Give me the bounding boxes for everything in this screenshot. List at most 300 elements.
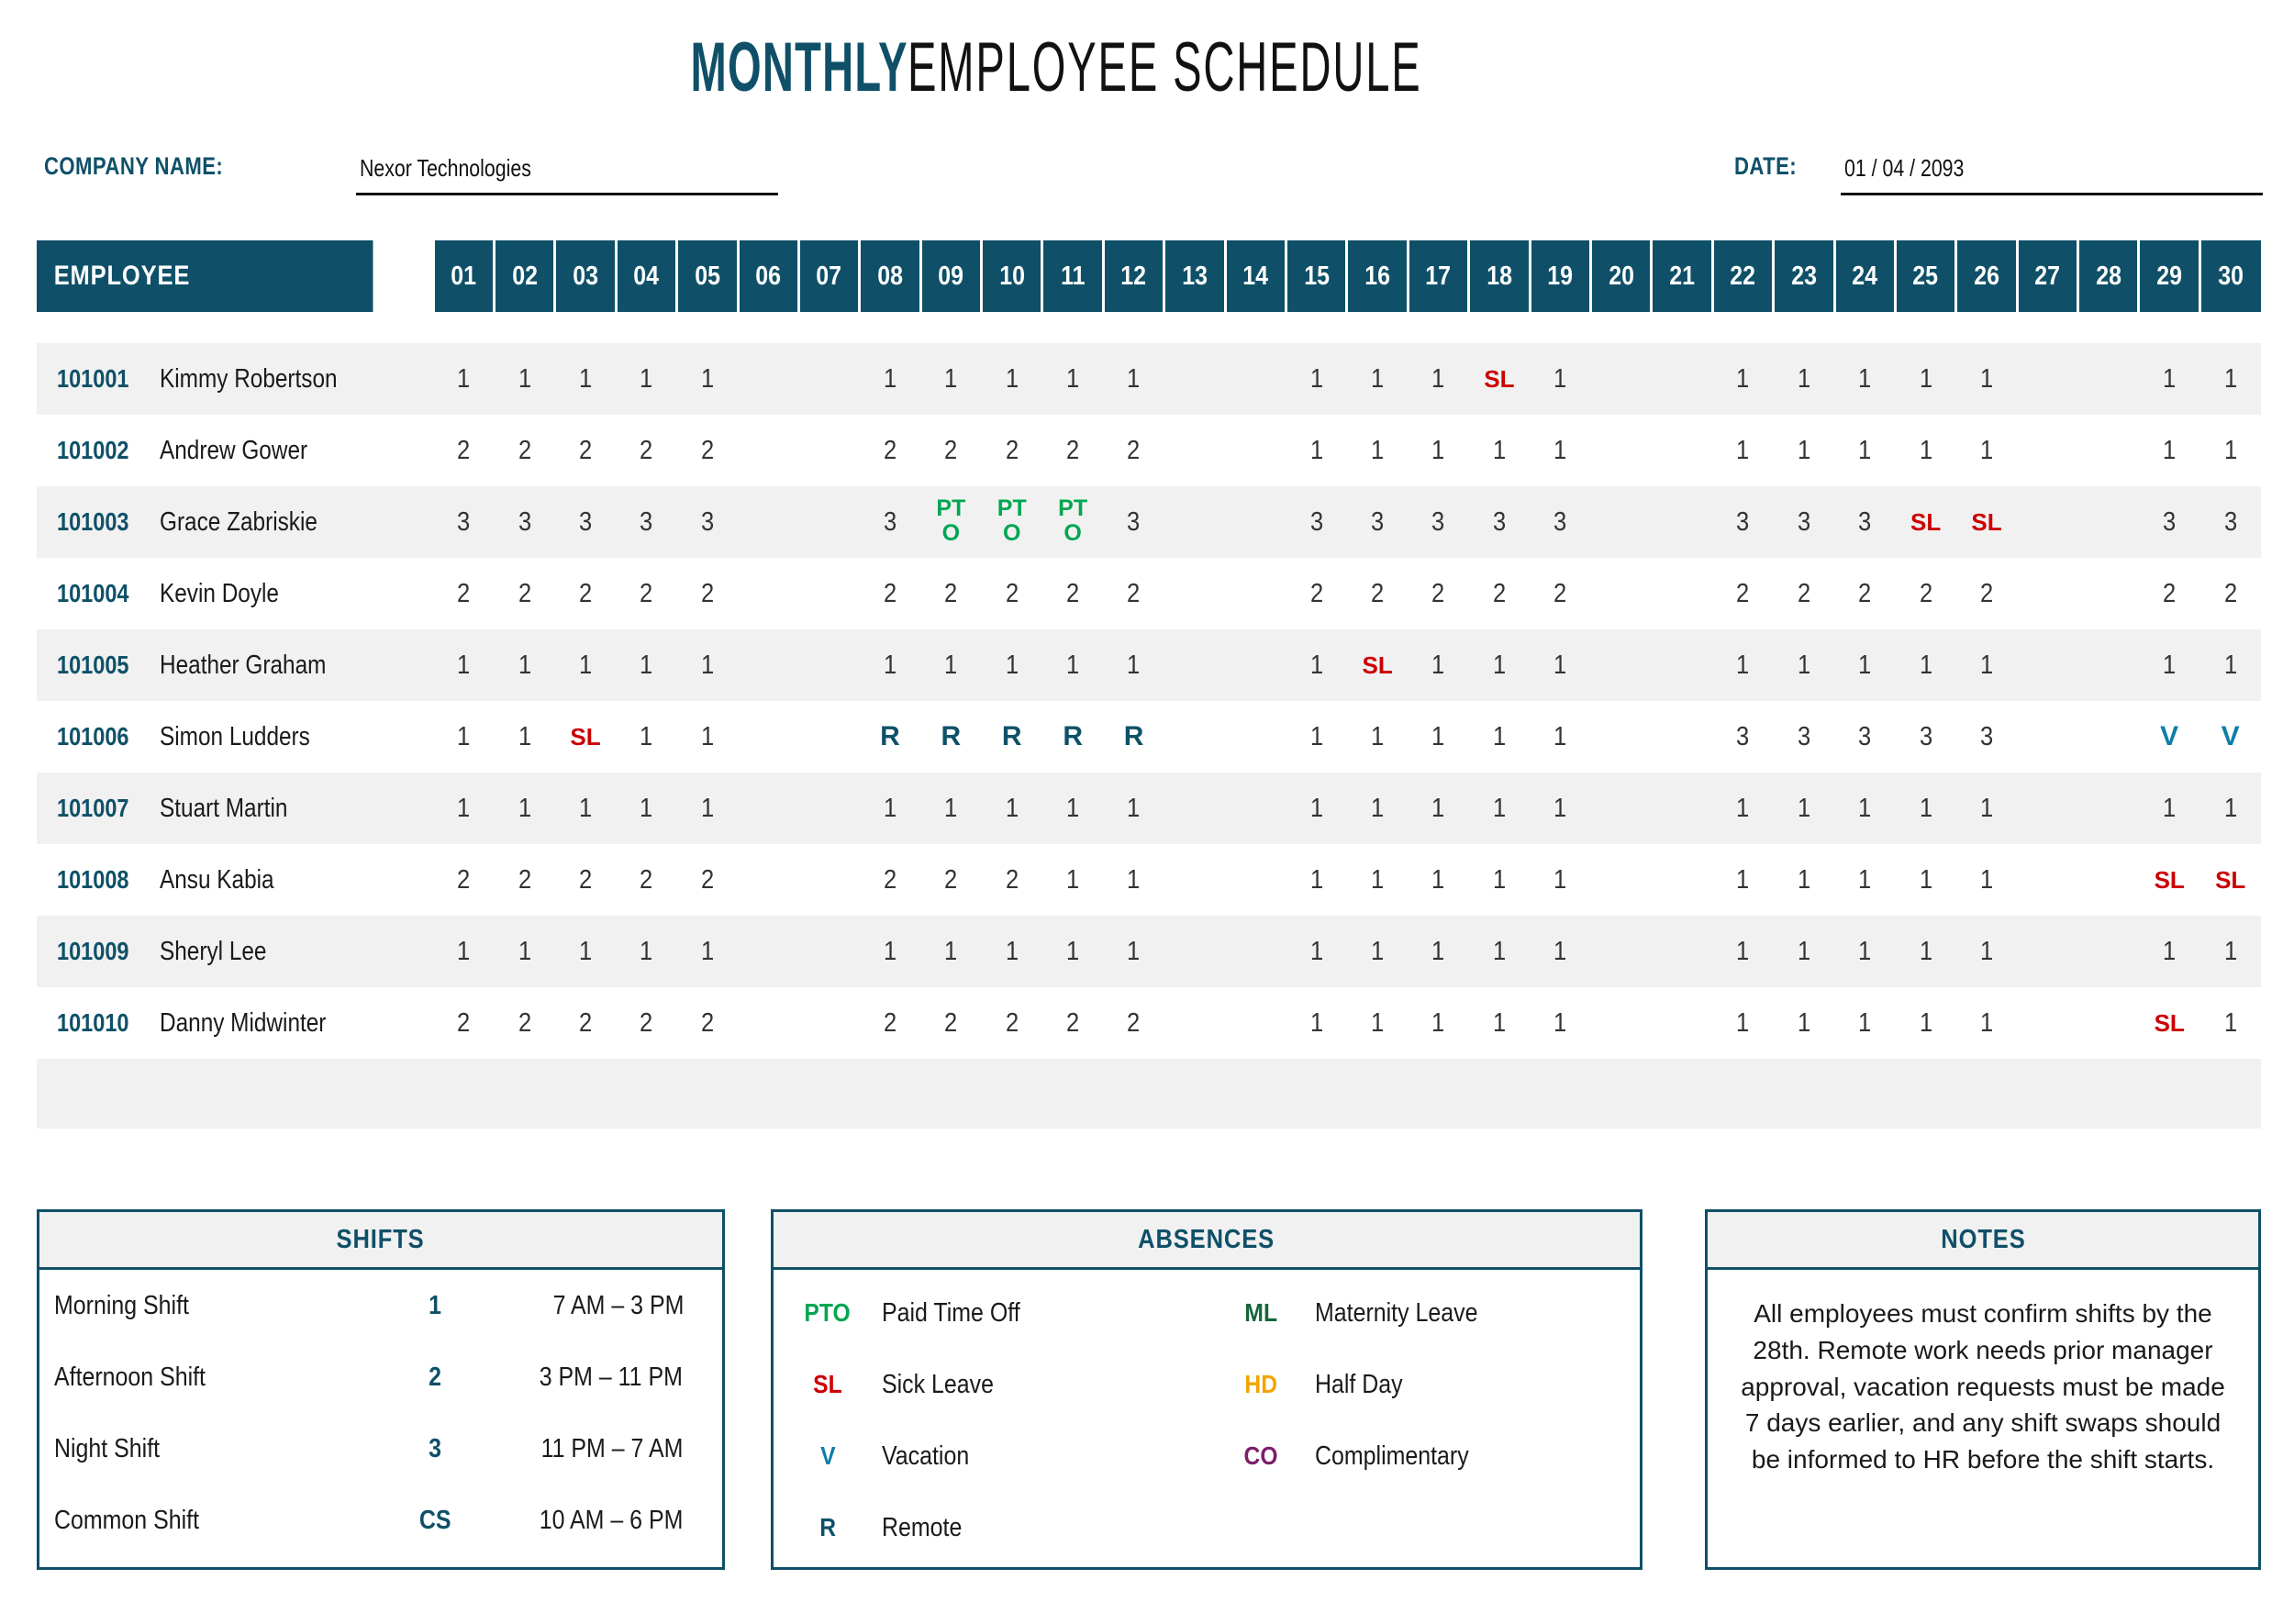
shift-cell-day-23[interactable]	[1774, 486, 1834, 558]
shift-cell-day-03[interactable]	[555, 415, 616, 486]
shift-cell-day-15[interactable]	[1286, 916, 1347, 987]
shift-cell-day-26[interactable]	[1956, 343, 2017, 415]
shift-cell-day-15[interactable]	[1286, 558, 1347, 629]
shift-cell-day-23[interactable]	[1774, 558, 1834, 629]
shift-cell-day-14[interactable]	[1225, 486, 1286, 558]
shift-cell-day-20[interactable]	[1590, 987, 1651, 1059]
shift-cell-day-29[interactable]	[2139, 415, 2199, 486]
shift-cell-day-15[interactable]	[1286, 773, 1347, 844]
shift-cell-day-07[interactable]	[798, 987, 859, 1059]
shift-cell-day-02[interactable]	[494, 773, 554, 844]
shift-cell-day-09[interactable]	[920, 773, 981, 844]
date-value[interactable]: 01 / 04 / 2093	[1844, 154, 1965, 182]
shift-cell-day-08[interactable]	[860, 844, 920, 916]
shift-cell-day-18[interactable]	[1469, 558, 1530, 629]
shift-cell-day-20[interactable]	[1590, 629, 1651, 701]
shift-cell-day-14[interactable]	[1225, 558, 1286, 629]
shift-cell-day-14[interactable]	[1225, 773, 1286, 844]
shift-cell-day-07[interactable]	[798, 415, 859, 486]
shift-cell-day-20[interactable]	[1590, 916, 1651, 987]
shift-cell-day-16[interactable]	[1347, 844, 1408, 916]
shift-cell-day-25[interactable]	[1895, 701, 1955, 773]
shift-cell-day-23[interactable]	[1774, 987, 1834, 1059]
shift-cell-day-19[interactable]	[1530, 987, 1590, 1059]
shift-cell-day-28[interactable]	[2078, 343, 2139, 415]
shift-cell-day-30[interactable]	[2199, 629, 2261, 701]
shift-cell-day-03[interactable]	[555, 629, 616, 701]
shift-cell-day-13[interactable]	[1164, 916, 1225, 987]
shift-cell-day-16[interactable]	[1347, 629, 1408, 701]
shift-cell-day-13[interactable]	[1164, 486, 1225, 558]
shift-cell-day-14[interactable]	[1225, 701, 1286, 773]
shift-cell-day-24[interactable]	[1834, 773, 1895, 844]
shift-cell-day-10[interactable]	[982, 486, 1042, 558]
shift-cell-day-28[interactable]	[2078, 844, 2139, 916]
shift-cell-day-19[interactable]	[1530, 558, 1590, 629]
shift-cell-day-24[interactable]	[1834, 844, 1895, 916]
shift-cell-day-11[interactable]	[1042, 987, 1103, 1059]
shift-cell-day-24[interactable]	[1834, 701, 1895, 773]
shift-cell-day-25[interactable]	[1895, 773, 1955, 844]
shift-cell-day-25[interactable]	[1895, 844, 1955, 916]
shift-cell-day-29[interactable]	[2139, 987, 2199, 1059]
shift-cell-day-21[interactable]	[1652, 415, 1712, 486]
shift-cell-day-21[interactable]	[1652, 629, 1712, 701]
shift-cell-day-07[interactable]	[798, 558, 859, 629]
shift-cell-day-15[interactable]	[1286, 343, 1347, 415]
shift-cell-day-16[interactable]	[1347, 987, 1408, 1059]
shift-cell-day-06[interactable]	[738, 987, 798, 1059]
shift-cell-day-06[interactable]	[738, 701, 798, 773]
shift-cell-day-08[interactable]	[860, 987, 920, 1059]
shift-cell-day-22[interactable]	[1712, 486, 1773, 558]
shift-cell-day-05[interactable]	[677, 486, 738, 558]
shift-cell-day-30[interactable]	[2199, 415, 2261, 486]
shift-cell-day-10[interactable]	[982, 844, 1042, 916]
shift-cell-day-08[interactable]	[860, 558, 920, 629]
shift-cell-day-03[interactable]	[555, 916, 616, 987]
shift-cell-day-02[interactable]	[494, 916, 554, 987]
shift-cell-day-09[interactable]	[920, 916, 981, 987]
shift-cell-day-12[interactable]	[1103, 486, 1164, 558]
shift-cell-day-26[interactable]	[1956, 773, 2017, 844]
shift-cell-day-01[interactable]	[433, 844, 494, 916]
shift-cell-day-08[interactable]	[860, 486, 920, 558]
shift-cell-day-27[interactable]	[2017, 415, 2077, 486]
shift-cell-day-22[interactable]	[1712, 558, 1773, 629]
shift-cell-day-11[interactable]	[1042, 486, 1103, 558]
shift-cell-day-04[interactable]	[616, 773, 676, 844]
shift-cell-day-01[interactable]	[433, 558, 494, 629]
shift-cell-day-22[interactable]	[1712, 844, 1773, 916]
shift-cell-day-19[interactable]	[1530, 486, 1590, 558]
shift-cell-day-03[interactable]	[555, 987, 616, 1059]
shift-cell-day-30[interactable]	[2199, 773, 2261, 844]
shift-cell-day-26[interactable]	[1956, 916, 2017, 987]
shift-cell-day-10[interactable]	[982, 701, 1042, 773]
shift-cell-day-18[interactable]	[1469, 629, 1530, 701]
shift-cell-day-19[interactable]	[1530, 916, 1590, 987]
shift-cell-day-11[interactable]	[1042, 701, 1103, 773]
shift-cell-day-06[interactable]	[738, 558, 798, 629]
shift-cell-day-01[interactable]	[433, 629, 494, 701]
shift-cell-day-06[interactable]	[738, 844, 798, 916]
shift-cell-day-12[interactable]	[1103, 343, 1164, 415]
shift-cell-day-24[interactable]	[1834, 916, 1895, 987]
shift-cell-day-01[interactable]	[433, 343, 494, 415]
shift-cell-day-29[interactable]	[2139, 916, 2199, 987]
shift-cell-day-07[interactable]	[798, 486, 859, 558]
shift-cell-day-30[interactable]	[2199, 916, 2261, 987]
shift-cell-day-18[interactable]	[1469, 486, 1530, 558]
shift-cell-day-16[interactable]	[1347, 486, 1408, 558]
shift-cell-day-07[interactable]	[798, 629, 859, 701]
shift-cell-day-25[interactable]	[1895, 916, 1955, 987]
shift-cell-day-10[interactable]	[982, 558, 1042, 629]
shift-cell-day-29[interactable]	[2139, 558, 2199, 629]
shift-cell-day-04[interactable]	[616, 987, 676, 1059]
shift-cell-day-05[interactable]	[677, 415, 738, 486]
shift-cell-day-27[interactable]	[2017, 701, 2077, 773]
shift-cell-day-27[interactable]	[2017, 558, 2077, 629]
shift-cell-day-28[interactable]	[2078, 701, 2139, 773]
shift-cell-day-14[interactable]	[1225, 916, 1286, 987]
shift-cell-day-07[interactable]	[798, 343, 859, 415]
shift-cell-day-14[interactable]	[1225, 343, 1286, 415]
shift-cell-day-24[interactable]	[1834, 415, 1895, 486]
shift-cell-day-24[interactable]	[1834, 558, 1895, 629]
shift-cell-day-17[interactable]	[1408, 844, 1468, 916]
shift-cell-day-22[interactable]	[1712, 629, 1773, 701]
shift-cell-day-02[interactable]	[494, 701, 554, 773]
shift-cell-day-28[interactable]	[2078, 415, 2139, 486]
shift-cell-day-16[interactable]	[1347, 701, 1408, 773]
shift-cell-day-04[interactable]	[616, 415, 676, 486]
shift-cell-day-05[interactable]	[677, 701, 738, 773]
shift-cell-day-25[interactable]	[1895, 415, 1955, 486]
shift-cell-day-22[interactable]	[1712, 701, 1773, 773]
shift-cell-day-06[interactable]	[738, 773, 798, 844]
shift-cell-day-15[interactable]	[1286, 415, 1347, 486]
shift-cell-day-10[interactable]	[982, 343, 1042, 415]
shift-cell-day-11[interactable]	[1042, 916, 1103, 987]
shift-cell-day-12[interactable]	[1103, 987, 1164, 1059]
shift-cell-day-13[interactable]	[1164, 629, 1225, 701]
shift-cell-day-16[interactable]	[1347, 415, 1408, 486]
shift-cell-day-29[interactable]	[2139, 773, 2199, 844]
shift-cell-day-17[interactable]	[1408, 558, 1468, 629]
shift-cell-day-02[interactable]	[494, 844, 554, 916]
shift-cell-day-05[interactable]	[677, 558, 738, 629]
shift-cell-day-27[interactable]	[2017, 844, 2077, 916]
shift-cell-day-11[interactable]	[1042, 415, 1103, 486]
shift-cell-day-09[interactable]	[920, 486, 981, 558]
shift-cell-day-10[interactable]	[982, 916, 1042, 987]
shift-cell-day-01[interactable]	[433, 987, 494, 1059]
shift-cell-day-04[interactable]	[616, 701, 676, 773]
shift-cell-day-01[interactable]	[433, 773, 494, 844]
shift-cell-day-06[interactable]	[738, 343, 798, 415]
company-name-value[interactable]: Nexor Technologies	[360, 154, 531, 182]
shift-cell-day-23[interactable]	[1774, 701, 1834, 773]
shift-cell-day-11[interactable]	[1042, 844, 1103, 916]
shift-cell-day-17[interactable]	[1408, 773, 1468, 844]
shift-cell-day-09[interactable]	[920, 844, 981, 916]
shift-cell-day-05[interactable]	[677, 773, 738, 844]
shift-cell-day-13[interactable]	[1164, 701, 1225, 773]
shift-cell-day-02[interactable]	[494, 629, 554, 701]
shift-cell-day-18[interactable]	[1469, 916, 1530, 987]
shift-cell-day-12[interactable]	[1103, 844, 1164, 916]
shift-cell-day-29[interactable]	[2139, 701, 2199, 773]
shift-cell-day-05[interactable]	[677, 916, 738, 987]
shift-cell-day-14[interactable]	[1225, 629, 1286, 701]
shift-cell-day-23[interactable]	[1774, 629, 1834, 701]
shift-cell-day-21[interactable]	[1652, 701, 1712, 773]
shift-cell-day-16[interactable]	[1347, 343, 1408, 415]
shift-cell-day-21[interactable]	[1652, 916, 1712, 987]
shift-cell-day-20[interactable]	[1590, 773, 1651, 844]
shift-cell-day-27[interactable]	[2017, 343, 2077, 415]
shift-cell-day-23[interactable]	[1774, 916, 1834, 987]
shift-cell-day-19[interactable]	[1530, 415, 1590, 486]
shift-cell-day-30[interactable]	[2199, 987, 2261, 1059]
shift-cell-day-03[interactable]	[555, 343, 616, 415]
shift-cell-day-06[interactable]	[738, 486, 798, 558]
shift-cell-day-18[interactable]	[1469, 415, 1530, 486]
shift-cell-day-12[interactable]	[1103, 629, 1164, 701]
shift-cell-day-13[interactable]	[1164, 558, 1225, 629]
shift-cell-day-28[interactable]	[2078, 558, 2139, 629]
shift-cell-day-12[interactable]	[1103, 558, 1164, 629]
shift-cell-day-26[interactable]	[1956, 558, 2017, 629]
shift-cell-day-15[interactable]	[1286, 987, 1347, 1059]
shift-cell-day-04[interactable]	[616, 844, 676, 916]
shift-cell-day-21[interactable]	[1652, 773, 1712, 844]
shift-cell-day-17[interactable]	[1408, 987, 1468, 1059]
shift-cell-day-03[interactable]	[555, 844, 616, 916]
shift-cell-day-04[interactable]	[616, 558, 676, 629]
shift-cell-day-18[interactable]	[1469, 844, 1530, 916]
shift-cell-day-01[interactable]	[433, 701, 494, 773]
shift-cell-day-21[interactable]	[1652, 987, 1712, 1059]
shift-cell-day-01[interactable]	[433, 486, 494, 558]
shift-cell-day-29[interactable]	[2139, 343, 2199, 415]
shift-cell-day-29[interactable]	[2139, 629, 2199, 701]
shift-cell-day-19[interactable]	[1530, 773, 1590, 844]
shift-cell-day-25[interactable]	[1895, 486, 1955, 558]
shift-cell-day-18[interactable]	[1469, 701, 1530, 773]
shift-cell-day-16[interactable]	[1347, 558, 1408, 629]
shift-cell-day-17[interactable]	[1408, 701, 1468, 773]
shift-cell-day-09[interactable]	[920, 558, 981, 629]
shift-cell-day-27[interactable]	[2017, 629, 2077, 701]
shift-cell-day-21[interactable]	[1652, 343, 1712, 415]
shift-cell-day-05[interactable]	[677, 987, 738, 1059]
shift-cell-day-26[interactable]	[1956, 486, 2017, 558]
shift-cell-day-28[interactable]	[2078, 486, 2139, 558]
shift-cell-day-03[interactable]	[555, 486, 616, 558]
shift-cell-day-15[interactable]	[1286, 629, 1347, 701]
shift-cell-day-23[interactable]	[1774, 773, 1834, 844]
shift-cell-day-30[interactable]	[2199, 844, 2261, 916]
shift-cell-day-25[interactable]	[1895, 987, 1955, 1059]
shift-cell-day-23[interactable]	[1774, 343, 1834, 415]
shift-cell-day-12[interactable]	[1103, 701, 1164, 773]
shift-cell-day-20[interactable]	[1590, 844, 1651, 916]
shift-cell-day-05[interactable]	[677, 629, 738, 701]
shift-cell-day-08[interactable]	[860, 415, 920, 486]
shift-cell-day-10[interactable]	[982, 415, 1042, 486]
shift-cell-day-11[interactable]	[1042, 558, 1103, 629]
shift-cell-day-28[interactable]	[2078, 916, 2139, 987]
shift-cell-day-13[interactable]	[1164, 987, 1225, 1059]
shift-cell-day-30[interactable]	[2199, 486, 2261, 558]
shift-cell-day-27[interactable]	[2017, 486, 2077, 558]
shift-cell-day-29[interactable]	[2139, 844, 2199, 916]
shift-cell-day-02[interactable]	[494, 558, 554, 629]
shift-cell-day-11[interactable]	[1042, 343, 1103, 415]
shift-cell-day-27[interactable]	[2017, 987, 2077, 1059]
shift-cell-day-14[interactable]	[1225, 844, 1286, 916]
shift-cell-day-08[interactable]	[860, 916, 920, 987]
shift-cell-day-07[interactable]	[798, 701, 859, 773]
shift-cell-day-26[interactable]	[1956, 629, 2017, 701]
shift-cell-day-07[interactable]	[798, 773, 859, 844]
shift-cell-day-17[interactable]	[1408, 486, 1468, 558]
shift-cell-day-06[interactable]	[738, 415, 798, 486]
shift-cell-day-25[interactable]	[1895, 558, 1955, 629]
shift-cell-day-24[interactable]	[1834, 343, 1895, 415]
shift-cell-day-03[interactable]	[555, 773, 616, 844]
shift-cell-day-19[interactable]	[1530, 343, 1590, 415]
shift-cell-day-01[interactable]	[433, 916, 494, 987]
shift-cell-day-15[interactable]	[1286, 844, 1347, 916]
shift-cell-day-09[interactable]	[920, 629, 981, 701]
shift-cell-day-09[interactable]	[920, 415, 981, 486]
shift-cell-day-23[interactable]	[1774, 844, 1834, 916]
shift-cell-day-22[interactable]	[1712, 987, 1773, 1059]
shift-cell-day-01[interactable]	[433, 415, 494, 486]
shift-cell-day-17[interactable]	[1408, 343, 1468, 415]
shift-cell-day-04[interactable]	[616, 343, 676, 415]
shift-cell-day-24[interactable]	[1834, 486, 1895, 558]
shift-cell-day-18[interactable]	[1469, 343, 1530, 415]
shift-cell-day-16[interactable]	[1347, 773, 1408, 844]
shift-cell-day-20[interactable]	[1590, 343, 1651, 415]
shift-cell-day-03[interactable]	[555, 701, 616, 773]
shift-cell-day-27[interactable]	[2017, 916, 2077, 987]
shift-cell-day-13[interactable]	[1164, 343, 1225, 415]
shift-cell-day-30[interactable]	[2199, 558, 2261, 629]
shift-cell-day-20[interactable]	[1590, 415, 1651, 486]
shift-cell-day-25[interactable]	[1895, 629, 1955, 701]
shift-cell-day-08[interactable]	[860, 773, 920, 844]
shift-cell-day-09[interactable]	[920, 343, 981, 415]
shift-cell-day-04[interactable]	[616, 629, 676, 701]
shift-cell-day-13[interactable]	[1164, 415, 1225, 486]
shift-cell-day-08[interactable]	[860, 701, 920, 773]
shift-cell-day-10[interactable]	[982, 773, 1042, 844]
shift-cell-day-26[interactable]	[1956, 415, 2017, 486]
shift-cell-day-28[interactable]	[2078, 987, 2139, 1059]
shift-cell-day-04[interactable]	[616, 916, 676, 987]
shift-cell-day-09[interactable]	[920, 701, 981, 773]
shift-cell-day-29[interactable]	[2139, 486, 2199, 558]
shift-cell-day-07[interactable]	[798, 916, 859, 987]
shift-cell-day-02[interactable]	[494, 343, 554, 415]
shift-cell-day-14[interactable]	[1225, 987, 1286, 1059]
shift-cell-day-07[interactable]	[798, 844, 859, 916]
shift-cell-day-30[interactable]	[2199, 343, 2261, 415]
shift-cell-day-09[interactable]	[920, 987, 981, 1059]
shift-cell-day-11[interactable]	[1042, 629, 1103, 701]
shift-cell-day-02[interactable]	[494, 987, 554, 1059]
shift-cell-day-12[interactable]	[1103, 916, 1164, 987]
shift-cell-day-03[interactable]	[555, 558, 616, 629]
shift-cell-day-12[interactable]	[1103, 773, 1164, 844]
shift-cell-day-16[interactable]	[1347, 916, 1408, 987]
shift-cell-day-21[interactable]	[1652, 558, 1712, 629]
shift-cell-day-18[interactable]	[1469, 987, 1530, 1059]
shift-cell-day-18[interactable]	[1469, 773, 1530, 844]
shift-cell-day-26[interactable]	[1956, 987, 2017, 1059]
shift-cell-day-30[interactable]	[2199, 701, 2261, 773]
shift-cell-day-21[interactable]	[1652, 486, 1712, 558]
shift-cell-day-17[interactable]	[1408, 916, 1468, 987]
shift-cell-day-25[interactable]	[1895, 343, 1955, 415]
shift-cell-day-20[interactable]	[1590, 701, 1651, 773]
shift-cell-day-26[interactable]	[1956, 844, 2017, 916]
shift-cell-day-22[interactable]	[1712, 343, 1773, 415]
shift-cell-day-08[interactable]	[860, 629, 920, 701]
shift-cell-day-10[interactable]	[982, 629, 1042, 701]
shift-cell-day-15[interactable]	[1286, 701, 1347, 773]
shift-cell-day-17[interactable]	[1408, 415, 1468, 486]
shift-cell-day-14[interactable]	[1225, 415, 1286, 486]
shift-cell-day-19[interactable]	[1530, 629, 1590, 701]
shift-cell-day-28[interactable]	[2078, 629, 2139, 701]
shift-cell-day-20[interactable]	[1590, 486, 1651, 558]
shift-cell-day-12[interactable]	[1103, 415, 1164, 486]
shift-cell-day-10[interactable]	[982, 987, 1042, 1059]
shift-cell-day-06[interactable]	[738, 629, 798, 701]
shift-cell-day-02[interactable]	[494, 486, 554, 558]
shift-cell-day-05[interactable]	[677, 844, 738, 916]
shift-cell-day-24[interactable]	[1834, 987, 1895, 1059]
shift-cell-day-24[interactable]	[1834, 629, 1895, 701]
shift-cell-day-02[interactable]	[494, 415, 554, 486]
shift-cell-day-08[interactable]	[860, 343, 920, 415]
shift-cell-day-26[interactable]	[1956, 701, 2017, 773]
shift-cell-day-13[interactable]	[1164, 844, 1225, 916]
shift-cell-day-19[interactable]	[1530, 844, 1590, 916]
shift-cell-day-15[interactable]	[1286, 486, 1347, 558]
shift-cell-day-19[interactable]	[1530, 701, 1590, 773]
shift-cell-day-05[interactable]	[677, 343, 738, 415]
shift-cell-day-28[interactable]	[2078, 773, 2139, 844]
shift-cell-day-04[interactable]	[616, 486, 676, 558]
shift-cell-day-22[interactable]	[1712, 773, 1773, 844]
shift-cell-day-21[interactable]	[1652, 844, 1712, 916]
shift-cell-day-06[interactable]	[738, 916, 798, 987]
shift-cell-day-17[interactable]	[1408, 629, 1468, 701]
shift-cell-day-13[interactable]	[1164, 773, 1225, 844]
shift-cell-day-11[interactable]	[1042, 773, 1103, 844]
shift-cell-day-22[interactable]	[1712, 415, 1773, 486]
shift-cell-day-27[interactable]	[2017, 773, 2077, 844]
shift-cell-day-22[interactable]	[1712, 916, 1773, 987]
